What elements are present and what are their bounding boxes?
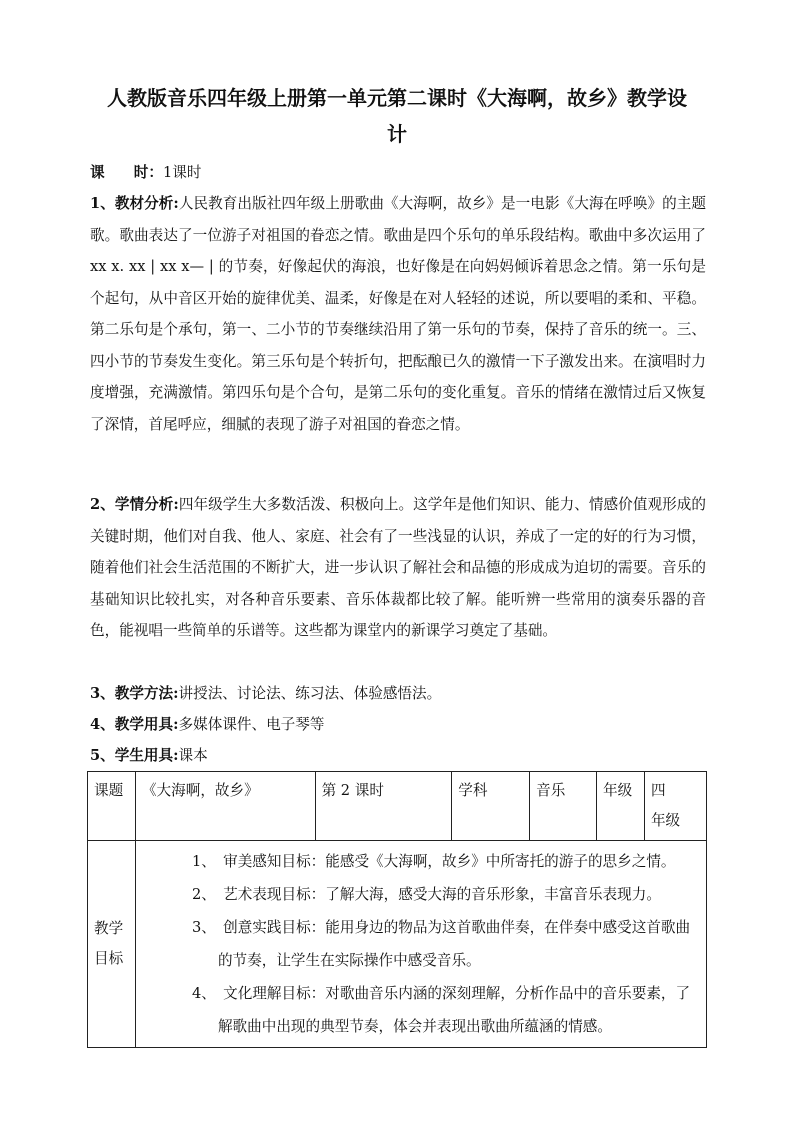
section-5-text: 课本 — [178, 747, 208, 764]
cell-lesson-number: 第 2 课时 — [315, 772, 452, 841]
section-2-text: 四年级学生大多数活泼、积极向上。这学年是他们知识、能力、情感价值观形成的关键时期，他们对自我、他人、家庭、社会有了一些浅显的认识，养成了一定的好的行为习惯，随着他们社会生活范围的不断扩大，进一步认识了解社会和品德的形成成为迫切的需要。音乐的基础知识比较扎实，对各种音乐要素、音乐体裁都比较了解。能听辨一些常用的演奏乐器的音色，能视唱一些简单的乐谱等。这些都为课堂内的新课学习奠定了基础。 — [90, 496, 706, 639]
cell-subject-value: 音乐 — [530, 772, 597, 841]
table-row — [88, 841, 707, 1048]
class-hours-value: 1课时 — [162, 164, 202, 181]
title-line-2: 计 — [387, 122, 407, 146]
title-line-1: 人教版音乐四年级上册第一单元第二课时《大海啊，故乡》教学设 — [107, 86, 687, 110]
lesson-info-table — [87, 771, 707, 1048]
goal-item: 3、 创意实践目标：能用身边的物品为这首歌曲伴奏，在伴奏中感受这首歌曲的节奏，让学生在实际操作中感受音乐。 — [191, 919, 691, 969]
cell-grade-value: 四 年级 — [644, 772, 706, 841]
section-2-label: 2、学情分析: — [90, 496, 179, 513]
cell-topic-label: 课题 — [88, 772, 136, 841]
section-3-label: 3、教学方法: — [90, 685, 179, 702]
section-student-analysis — [90, 489, 706, 647]
cell-grade-label: 年级 — [597, 772, 645, 841]
section-4-text: 多媒体课件、电子琴等 — [178, 716, 325, 733]
goal-item: 1、 审美感知目标：能感受《大海啊，故乡》中所寄托的游子的思乡之情。 — [191, 853, 676, 870]
goal-item: 4、 文化理解目标：对歌曲音乐内涵的深刻理解，分析作品中的音乐要素，了解歌曲中出现的典型节奏，体会并表现出歌曲所蕴涵的情感。 — [191, 985, 691, 1035]
section-student-tools — [90, 740, 706, 771]
cell-topic-value: 《大海啊，故乡》 — [135, 772, 315, 841]
section-1-text: 人民教育出版社四年级上册歌曲《大海啊，故乡》是一电影《大海在呼唤》的主题歌。歌曲表达了一位游子对祖国的眷恋之情。歌曲是四个乐句的单乐段结构。歌曲中多次运用了 xx x. xx | xx x— | 的节奏，好像起伏的海浪，也好像是在向妈妈倾诉着思念之情。第一乐句是个起句，从中音区开始的旋律优美、温柔，好像是在对人轻轻的述说，所以要唱的柔和、平稳。第二乐句是个承句，第一、二小节的节奏继续沿用了第一乐句的节奏，保持了音乐的统一。三、四小节的节奏发生变化。第三乐句是个转折句，把酝酿已久的激情一下子激发出来。在演唱时力度增强，充满激情。第四乐句是个合句，是第二乐句的变化重复。音乐的情绪在激情过后又恢复了深情，首尾呼应，细腻的表现了游子对祖国的眷恋之情。 — [90, 195, 706, 433]
cell-goals-label: 教学目标 — [88, 841, 136, 1048]
cell-subject-label: 学科 — [452, 772, 530, 841]
class-hours-label: 课 时： — [90, 164, 163, 181]
section-teaching-tools — [90, 709, 706, 740]
goal-item: 2、 艺术表现目标：了解大海，感受大海的音乐形象，丰富音乐表现力。 — [191, 886, 661, 903]
section-textbook-analysis — [90, 188, 706, 440]
class-hours — [90, 157, 706, 188]
cell-goals-list — [135, 841, 706, 1048]
section-teaching-methods — [90, 678, 706, 709]
table-row — [88, 772, 707, 841]
document-title — [86, 80, 708, 152]
section-4-label: 4、教学用具: — [90, 716, 179, 733]
section-1-label: 1、教材分析: — [90, 195, 179, 212]
section-3-text: 讲授法、讨论法、练习法、体验感悟法。 — [178, 685, 442, 702]
section-5-label: 5、学生用具: — [90, 747, 179, 764]
